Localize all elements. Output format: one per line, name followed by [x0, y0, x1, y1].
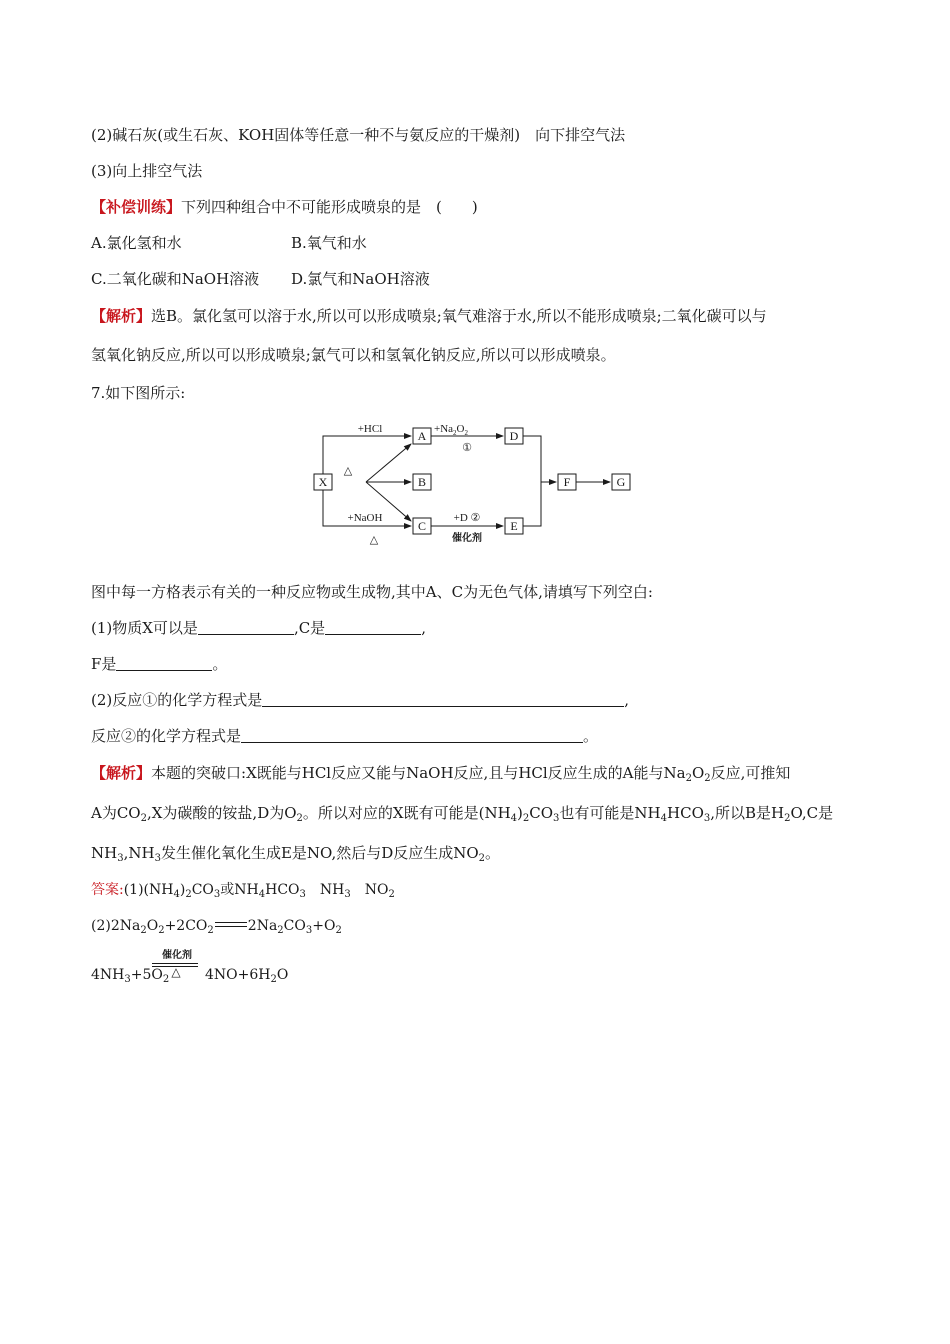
blank-x[interactable] [198, 618, 294, 635]
question-text: 反应②的化学方程式是 [91, 727, 242, 745]
label-d-2: +D ② [453, 512, 481, 524]
equals-sign [215, 922, 247, 927]
label-heat-1: △ [343, 465, 353, 477]
blank-equation-2[interactable] [241, 726, 583, 743]
prompt-text: 图中每一方格表示有关的一种反应物或生成物,其中A、C为无色气体,请填写下列空白: [91, 583, 653, 601]
label-na2o2: $+Na_2O_2$ [434, 423, 468, 437]
question-text: (2)反应①的化学方程式是 [91, 691, 263, 709]
q7-answer-3-right: $4NO+6H_2O$ [205, 967, 289, 985]
question-text: , [421, 619, 426, 637]
catalyst-label: 催化剂 [162, 950, 192, 961]
question-text: 下列四种组合中不可能形成喷泉的是 ( ) [181, 198, 478, 216]
q7-analysis-1: 【解析】本题的突破口:X既能与HCl反应又能与NaOH反应,且与HCl反应生成的A能与$Na_2O_2$反应,可推知 [91, 764, 791, 784]
question-text: (1)物质X可以是 [91, 619, 198, 637]
analysis-tag: 【解析】 [91, 764, 152, 782]
label-b: B [417, 475, 427, 489]
question-text: 。 [212, 655, 228, 673]
options-row-1 [91, 233, 367, 253]
q7-answer-3-left: $4NH_3+5O_2$ [91, 967, 170, 985]
question-7-prompt [91, 582, 653, 602]
analysis-text: 选B。氯化氢可以溶于水,所以可以形成喷泉;氧气难溶于水,所以不能形成喷泉;二氧化碳可以与 [151, 307, 767, 325]
option-c: C.二氧化碳和NaOH溶液 [91, 270, 260, 288]
label-catalyst: 催化剂 [452, 533, 482, 544]
q7-analysis-3: $NH_3,NH_3$发生催化氧化生成E是NO,然后与D反应生成$NO_2$。 [91, 844, 501, 864]
supplement-analysis-2 [91, 345, 616, 365]
answer-text: (3)向上排空气法 [91, 162, 203, 180]
reaction-condition [152, 946, 202, 980]
q7-analysis-2: A为$CO_2,X$为碳酸的铵盐,D为$O_2$。所以对应的X既有可能是$(NH_4)_2CO_3$也有可能是$NH_4HCO_3$,所以B是$H_2O,C$是 [91, 804, 834, 824]
answer-text: (2)碱石灰(或生石灰、KOH固体等任意一种不与氨反应的干燥剂) 向下排空气法 [91, 126, 626, 144]
supplement-question [91, 197, 478, 217]
answer-line-2 [91, 125, 625, 145]
q7-answer-2: $(2)2Na_2O_2+2CO_2$ $2Na_2CO_3+O_2$ [91, 918, 342, 936]
label-circle-1: ① [462, 442, 472, 454]
label-x: X [318, 475, 328, 489]
sub-question-2-b [91, 726, 598, 746]
analysis-tag: 【解析】 [91, 307, 152, 325]
question-7-title [91, 383, 185, 403]
blank-equation-1[interactable] [262, 690, 624, 707]
label-g: G [616, 475, 626, 489]
question-text: ,C是 [293, 619, 326, 637]
supplement-tag: 【补偿训练】 [91, 198, 182, 216]
option-b: B.氧气和水 [291, 234, 367, 252]
option-a: A.氯化氢和水 [91, 234, 182, 252]
label-f: F [563, 475, 571, 489]
label-c: C [417, 519, 427, 533]
question-title: 7.如下图所示: [91, 384, 186, 402]
blank-f[interactable] [116, 654, 212, 671]
arrow-split-a [366, 444, 411, 482]
answer-tag: 答案: [91, 882, 124, 898]
label-hcl: +HCl [357, 423, 383, 435]
sub-question-2 [91, 690, 629, 710]
question-text: F是 [91, 655, 117, 673]
label-naoh: +NaOH [347, 512, 383, 524]
label-e: E [510, 519, 518, 533]
label-heat-2: △ [369, 534, 379, 546]
question-text: , [624, 691, 630, 709]
sub-question-1-f [91, 654, 227, 674]
bracket-d-e [523, 436, 541, 526]
label-a: A [417, 429, 427, 443]
heat-symbol: △ [171, 965, 181, 979]
supplement-analysis-1 [91, 306, 767, 326]
label-d: D [509, 429, 519, 443]
analysis-text: 氢氧化钠反应,所以可以形成喷泉;氯气可以和氢氧化钠反应,所以可以形成喷泉。 [91, 346, 616, 364]
question-text: 。 [583, 727, 599, 745]
q7-answer-1: 答案$:(1)(NH_4)_2CO_3$或$NH_4HCO_3$ $NH_3$ $NO_2$ [91, 882, 395, 900]
answer-line-3 [91, 161, 202, 181]
sub-question-1 [91, 618, 426, 638]
option-d: D.氯气和NaOH溶液 [291, 270, 430, 288]
reaction-flow-diagram [310, 418, 640, 548]
blank-c[interactable] [325, 618, 421, 635]
options-row-2 [91, 269, 430, 289]
